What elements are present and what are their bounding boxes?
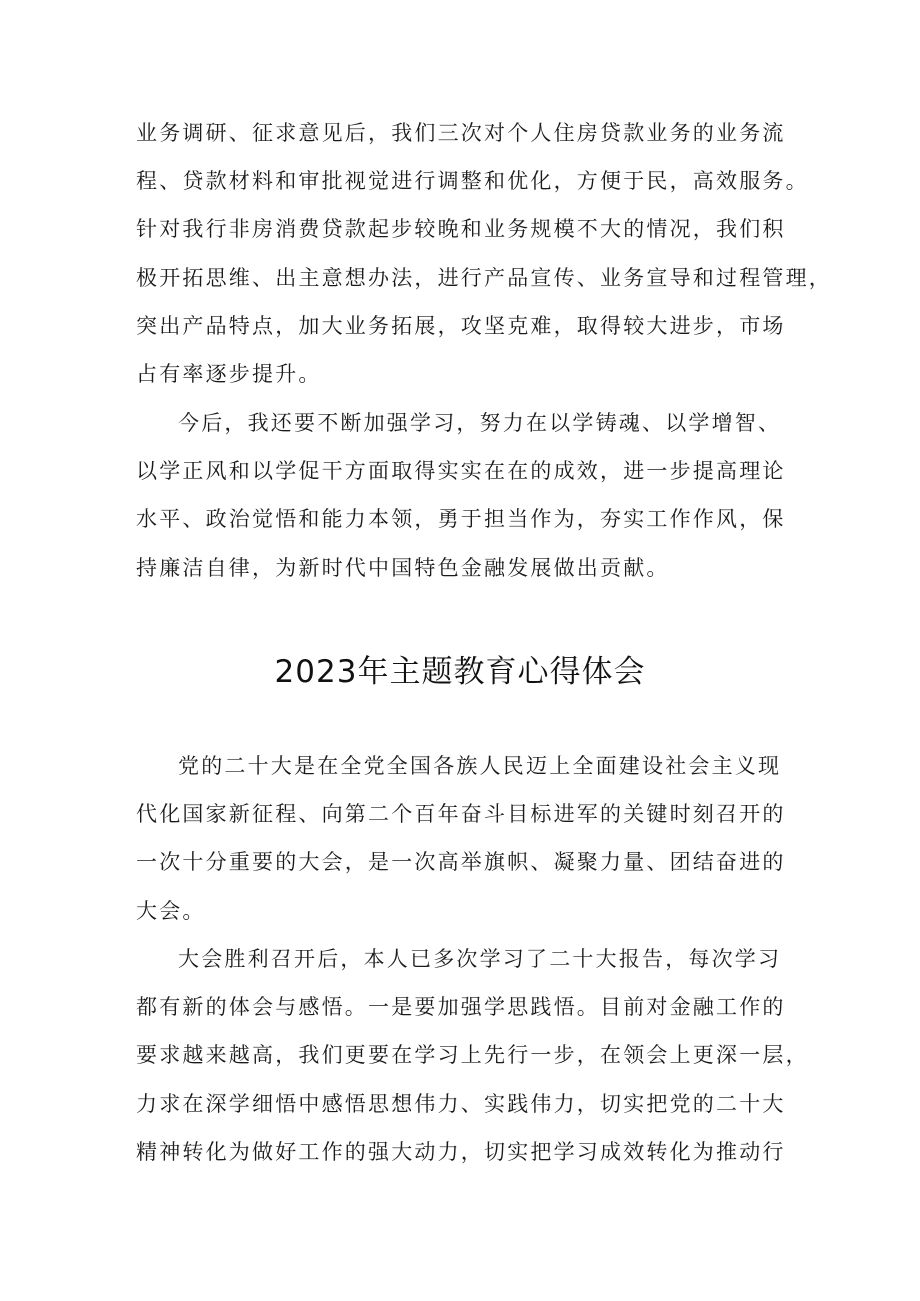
paragraph-line: 都有新的体会与感悟。一是要加强学思践悟。目前对金融工作的 [136, 995, 786, 1019]
paragraph-line: 针对我行非房消费贷款起步较晚和业务规模不大的情况，我们积 [136, 217, 786, 241]
paragraph-line: 水平、政治觉悟和能力本领，勇于担当作为，夯实工作作风，保 [136, 507, 786, 531]
article-title: 2023年主题教育心得体会 [274, 654, 646, 690]
paragraph-line: 业务调研、征求意见后，我们三次对个人住房贷款业务的业务流 [136, 121, 786, 145]
paragraph-line: 要求越来越高，我们更要在学习上先行一步，在领会上更深一层， [136, 1043, 809, 1067]
paragraph-line: 持廉洁自律，为新时代中国特色金融发展做出贡献。 [136, 556, 670, 580]
paragraph-line: 代化国家新征程、向第二个百年奋斗目标进军的关键时刻召开的 [136, 802, 786, 826]
paragraph-line: 突出产品特点，加大业务拓展，攻坚克难，取得较大进步，市场 [136, 314, 786, 338]
paragraph-line: 极开拓思维、出主意想办法，进行产品宣传、业务宣导和过程管理， [136, 266, 832, 290]
paragraph-line: 占有率逐步提升。 [136, 362, 322, 386]
paragraph-line: 大会胜利召开后，本人已多次学习了二十大报告，每次学习 [178, 947, 782, 971]
paragraph-line: 党的二十大是在全党全国各族人民迈上全面建设社会主义现 [178, 754, 782, 778]
paragraph-line: 程、贷款材料和审批视觉进行调整和优化，方便于民，高效服务。 [136, 169, 809, 193]
paragraph-line: 精神转化为做好工作的强大动力，切实把学习成效转化为推动行 [136, 1140, 786, 1164]
paragraph-line: 以学正风和以学促干方面取得实实在在的成效，进一步提高理论 [136, 459, 786, 483]
paragraph-line: 力求在深学细悟中感悟思想伟力、实践伟力，切实把党的二十大 [136, 1092, 786, 1116]
paragraph-line: 大会。 [136, 899, 206, 923]
paragraph-line: 今后，我还要不断加强学习，努力在以学铸魂、以学增智、 [178, 411, 782, 435]
paragraph-line: 一次十分重要的大会，是一次高举旗帜、凝聚力量、团结奋进的 [136, 850, 786, 874]
